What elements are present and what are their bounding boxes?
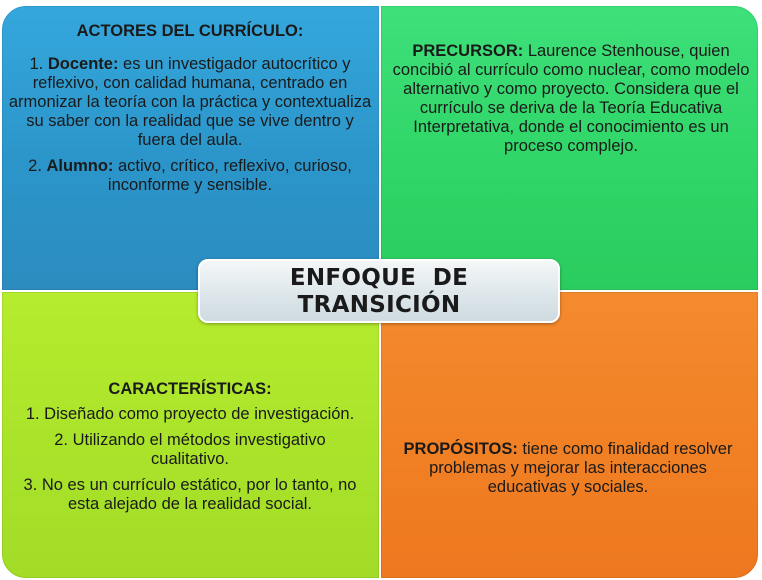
purposes-description: tiene como finalidad resolver problemas y mejorar las interacciones educativas y sociales.	[429, 440, 733, 496]
characteristic-item: 2. Utilizando el métodos investigativo cualitativo.	[54, 431, 326, 468]
precursor-paragraph	[390, 42, 752, 156]
precursor-label: PRECURSOR:	[412, 42, 524, 60]
center-title-box	[198, 259, 560, 323]
purposes-paragraph	[398, 440, 738, 497]
center-title-line2: TRANSICIÓN	[297, 292, 461, 318]
purposes-label: PROPÓSITOS:	[403, 440, 518, 458]
actor-student-label: Alumno:	[46, 157, 114, 175]
actor-student-description: activo, crítico, reflexivo, curioso, inconforme y sensible.	[107, 157, 352, 194]
actor-teacher-description: es un investigador autocrítico y reflexivo, con calidad humana, centrado en armonizar la teoría con la práctica y contextualiza su saber con la realidad que se vive dentro y fuera del aula.	[8, 55, 372, 149]
actors-heading: ACTORES DEL CURRÍCULO:	[76, 22, 304, 40]
characteristic-item: 3. No es un currículo estático, por lo tanto, no esta alejado de la realidad social.	[23, 476, 357, 513]
actor-student	[8, 157, 372, 195]
actor-student-number: 2.	[28, 157, 47, 175]
actors-text-block	[8, 22, 372, 202]
center-title	[200, 265, 558, 319]
characteristics-text-block	[14, 380, 366, 521]
precursor-description: Laurence Stenhouse, quien concibió al currículo como nuclear, como modelo alternativo y como proyecto. Considera que el currículo se deriva de la Teoría Educativa Interpretativa, donde el conocimiento es un proceso complejo.	[392, 42, 750, 155]
characteristic-item: 1. Diseñado como proyecto de investigación.	[25, 405, 355, 423]
actor-teacher	[8, 55, 372, 150]
purposes-text-block	[398, 440, 738, 504]
actor-teacher-label: Docente:	[47, 55, 119, 73]
actor-teacher-number: 1.	[29, 55, 48, 73]
center-title-line1: ENFOQUE DE	[289, 265, 469, 291]
quadrant-purposes	[379, 290, 760, 580]
characteristics-heading: CARACTERÍSTICAS:	[108, 380, 272, 398]
precursor-text-block	[390, 42, 752, 163]
